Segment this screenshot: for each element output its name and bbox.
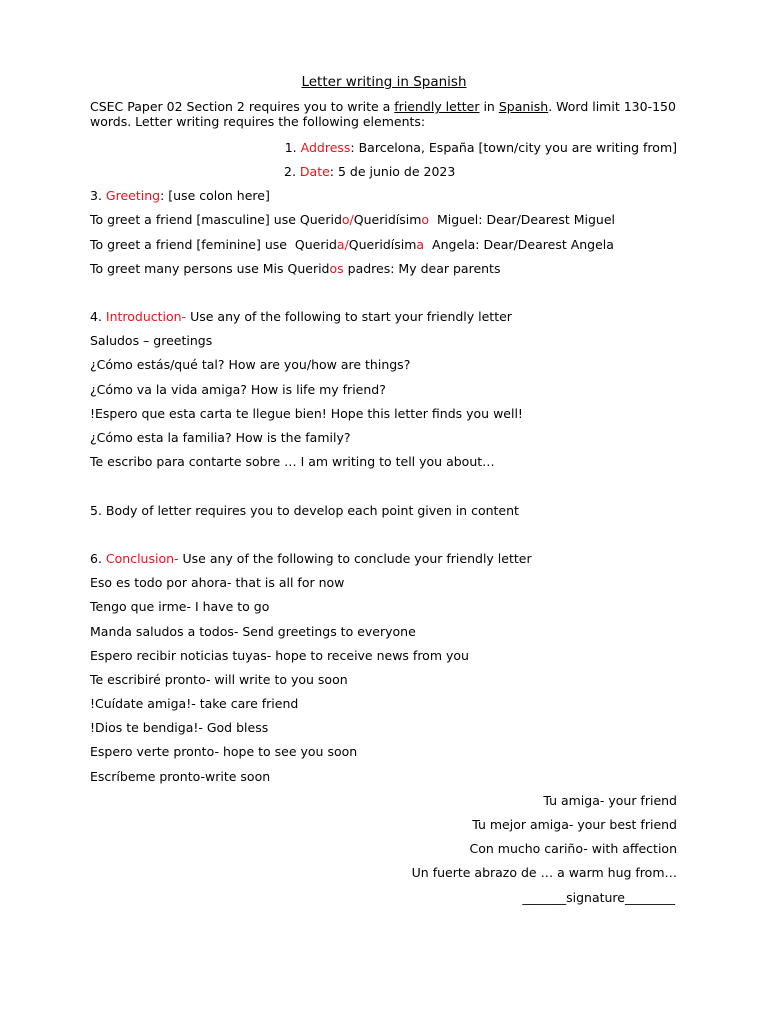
fem-text-b: Queridísim [348,237,417,252]
masc-ending-1: o/ [341,212,354,227]
greeting-text: : [use colon here] [160,188,270,203]
greeting-feminine [90,237,614,252]
intro-phrase: ¿Cómo va la vida amiga? How is life my friend? [90,382,386,397]
fem-ending-1: a/ [336,237,349,252]
conclusion-phrase: Tengo que irme- I have to go [90,599,270,614]
body-item: 5. Body of letter requires you to develop each point given in content [90,503,519,518]
many-text-a: To greet many persons use Mis Querid [90,261,330,276]
address-item [285,140,677,155]
spanish-underlined: Spanish [498,99,549,114]
conclusion-text: Use any of the following to conclude your friendly letter [178,551,532,566]
introduction-heading [90,309,512,324]
masc-ending-2: o [421,212,430,227]
intro-phrase: ¿Cómo esta la familia? How is the family? [90,430,351,445]
introduction-text: Use any of the following to start your friendly letter [186,309,512,324]
conclusion-number: 6. [90,551,106,566]
page-title [0,74,768,90]
intro-paragraph [90,99,690,129]
date-label: Date [299,164,330,179]
introduction-number: 4. [90,309,106,324]
conclusion-phrase: Escríbeme pronto-write soon [90,769,271,784]
intro-text-2: in [479,99,499,114]
conclusion-phrase: !Cuídate amiga!- take care friend [90,696,299,711]
greeting-heading [90,188,270,203]
fem-ending-2: a [416,237,425,252]
conclusion-phrase: !Dios te bendiga!- God bless [90,720,269,735]
closing-phrase: Tu amiga- your friend [543,793,677,808]
intro-phrase: ¿Cómo estás/qué tal? How are you/how are things? [90,357,411,372]
fem-text-c: Angela: Dear/Dearest Angela [424,237,614,252]
signature-line: _______signature________ [522,890,675,905]
date-number: 2. [284,164,300,179]
many-text-c: padres: My dear parents [343,261,501,276]
many-ending: os [329,261,344,276]
conclusion-phrase: Espero recibir noticias tuyas- hope to receive news from you [90,648,469,663]
masc-text-a: To greet a friend [masculine] use Querid [90,212,342,227]
greeting-many [90,261,500,276]
closing-phrase: Tu mejor amiga- your best friend [472,817,677,832]
friendly-letter-underlined: friendly letter [394,99,480,114]
date-text: : 5 de junio de 2023 [329,164,456,179]
conclusion-phrase: Manda saludos a todos- Send greetings to everyone [90,624,416,639]
greeting-masculine [90,212,615,227]
masc-text-b: Queridísim [353,212,422,227]
greeting-label: Greeting [105,188,161,203]
intro-phrase: Te escribo para contarte sobre … I am writing to tell you about… [90,454,495,469]
date-item [284,164,455,179]
conclusion-phrase: Espero verte pronto- hope to see you soon [90,744,358,759]
closing-phrase: Un fuerte abrazo de … a warm hug from… [411,865,677,880]
closing-phrase: Con mucho cariño- with affection [469,841,677,856]
intro-text: CSEC Paper 02 Section 2 requires you to write a [90,99,395,114]
conclusion-label: Conclusion- [105,551,179,566]
conclusion-phrase: Eso es todo por ahora- that is all for now [90,575,345,590]
greeting-number: 3. [90,188,106,203]
page-title-text: Letter writing in Spanish [301,74,467,90]
intro-phrase: Saludos – greetings [90,333,213,348]
fem-text-a: To greet a friend [feminine] use Querid [90,237,337,252]
masc-text-c: Miguel: Dear/Dearest Miguel [429,212,615,227]
address-text: : Barcelona, España [town/city you are writing from] [350,140,677,155]
introduction-label: Introduction- [105,309,187,324]
intro-phrase: !Espero que esta carta te llegue bien! Hope this letter finds you well! [90,406,523,421]
address-number: 1. [284,140,301,155]
conclusion-heading [90,551,532,566]
intro-text-3: . Word limit 130-150 words. Letter writing requires the following elements: [90,99,676,129]
address-label: Address [300,140,351,155]
conclusion-phrase: Te escribiré pronto- will write to you soon [90,672,348,687]
